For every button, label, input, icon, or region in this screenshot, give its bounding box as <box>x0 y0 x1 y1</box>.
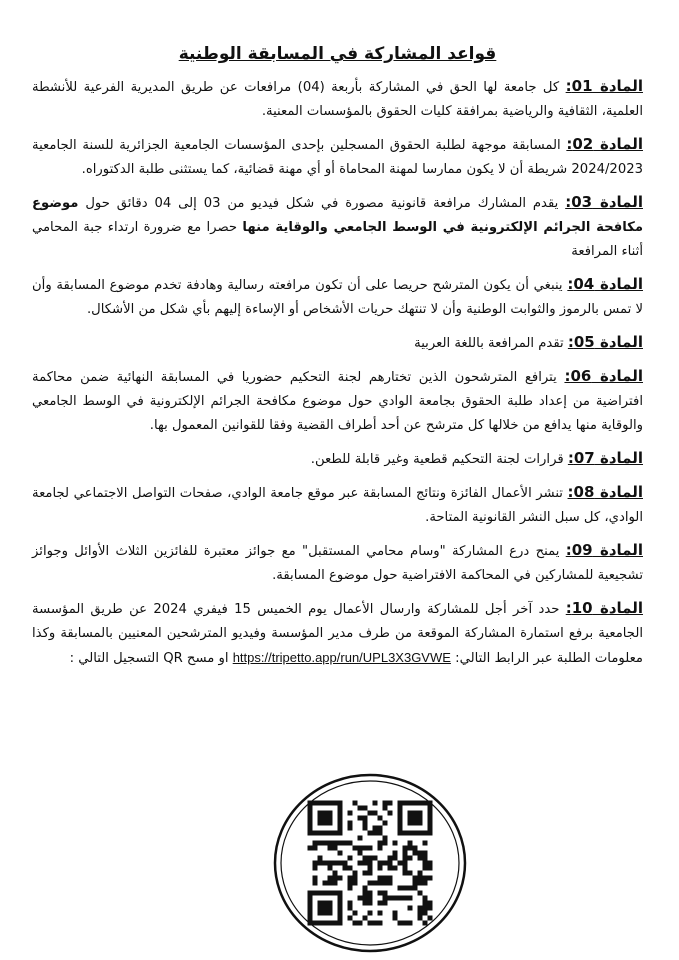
article-09 <box>32 538 643 588</box>
article-text: يترافع المترشحون الذين تختارهم لجنة التحكيم حضوريا في المسابقة النهائية ضمن محاكمة افتراضية من إعداد طلبة الحقوق بجامعة الوادي حول موضوع مكافحة الجرائم الإلكترونية في الوسط الجامعي والوقاية منها يدافع من خلالها كل مترشح عن أحد أطراف القضية وفقا للقوانين المعمول بها. <box>32 370 643 433</box>
oval-frame-icon <box>272 772 468 954</box>
article-text-bold: موضوع مكافحة الجرائم الإلكترونية في الوسط الجامعي والوقاية منها <box>32 196 644 235</box>
article-08 <box>32 480 643 530</box>
article-text: او مسح QR التسجيل التالي : <box>69 651 229 666</box>
article-text: قرارات لجنة التحكيم قطعية وغير قابلة للطعن. <box>310 452 564 467</box>
article-label: المادة 09: <box>565 541 643 559</box>
qr-code-block[interactable] <box>272 772 468 954</box>
article-05 <box>32 330 643 356</box>
page-title: قواعد المشاركة في المسابقة الوطنية <box>178 44 497 64</box>
article-01 <box>32 74 643 124</box>
article-label: المادة 02: <box>566 135 643 153</box>
article-label: المادة 06: <box>564 367 643 385</box>
article-label: المادة 03: <box>565 193 643 211</box>
article-label: المادة 10: <box>565 599 643 617</box>
registration-link[interactable]: https://tripetto.app/run/UPL3X3GVWE <box>232 650 451 665</box>
article-label: المادة 04: <box>567 275 643 293</box>
qr-code-icon <box>308 801 433 926</box>
article-text: ينبغي أن يكون المترشح حريصا على أن تكون مرافعته رسالية وهادفة تخدم موضوع المسابقة وأن لا تمس بالرموز والثوابت الوطنية وأن لا تنتهك حريات الأشخاص أو الإساءة إليهم بأي شكل من الأشكال. <box>32 278 643 317</box>
article-04 <box>32 272 643 322</box>
article-text: حدد آخر أجل للمشاركة وارسال الأعمال يوم الخميس 15 فيفري 2024 عن طريق المؤسسة الجامعية برفع استمارة المشاركة الموقعة من طرف مدير المؤسسة وفيديو المترشحين المعنيين بالمسابقة وكذا معلومات الطلبة عبر الرابط التالي: <box>32 602 643 666</box>
article-text: حصرا مع ضرورة ارتداء جبة المحامي أثناء المرافعة <box>32 220 643 259</box>
article-text: كل جامعة لها الحق في المشاركة بأربعة (04) مرافعات عن طريق المديرية الفرعية للأنشطة العلمية، الثقافية والرياضية بمرافقة كليات الحقوق بالمؤسسات المعنية. <box>32 80 643 119</box>
article-label: المادة 07: <box>567 449 643 467</box>
article-02 <box>32 132 643 182</box>
article-text: يقدم المشارك مرافعة قانونية مصورة في شكل فيديو من 03 إلى 04 دقائق حول <box>85 196 559 211</box>
article-text: يمنح درع المشاركة "وسام محامي المستقبل" مع جوائز معتبرة للفائزين الثلاث الأوائل وجوائز تشجيعية للمشاركين في المحاكمة الافتراضية حول موضوع المسابقة. <box>32 544 643 583</box>
article-label: المادة 08: <box>567 483 643 501</box>
article-03 <box>32 190 643 264</box>
article-06 <box>32 364 643 438</box>
article-label: المادة 01: <box>565 77 643 95</box>
article-label: المادة 05: <box>567 333 643 351</box>
article-text: تقدم المرافعة باللغة العربية <box>414 336 564 351</box>
article-text: المسابقة موجهة لطلبة الحقوق المسجلين بإحدى المؤسسات الجامعية الجزائرية للسنة الجامعية 2024/2023 شريطة أن لا يكون ممارسا لمهنة المحاماة أو أي مهنة قضائية، كما يستثنى طلبة الدكتوراه. <box>32 138 643 177</box>
article-10 <box>32 596 643 671</box>
article-text: تنشر الأعمال الفائزة ونتائج المسابقة عبر موقع جامعة الوادي، صفحات التواصل الاجتماعي لجامعة الوادي، كل سبل النشر القانونية المتاحة. <box>32 486 643 525</box>
article-07 <box>32 446 643 472</box>
